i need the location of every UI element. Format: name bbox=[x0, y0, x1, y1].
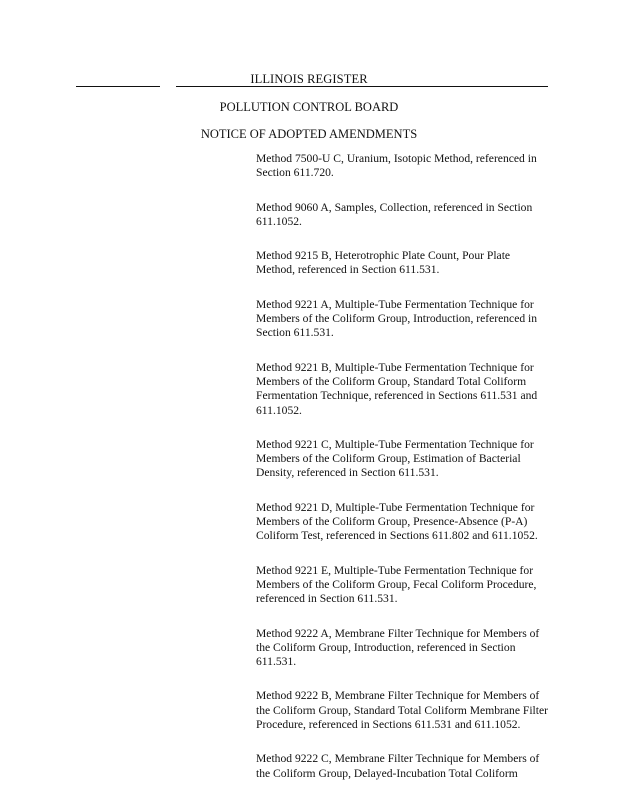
method-entry-2: Method 9060 A, Samples, Collection, referenced in Section 611.1052. bbox=[256, 200, 533, 228]
method-entry-1: Method 7500-U C, Uranium, Isotopic Method, referenced in Section 611.720. bbox=[256, 152, 537, 180]
method-entry-8: Method 9221 E, Multiple-Tube Fermentation Technique for Members of the Coliform Group, Fecal Coliform Procedure, referenced in Section 611.531. bbox=[256, 563, 537, 606]
method-entry-6: Method 9221 C, Multiple-Tube Fermentation Technique for Members of the Coliform Group, Estimation of Bacterial Density, referenced in Section 611.531. bbox=[256, 437, 534, 480]
method-entry-10: Method 9222 B, Membrane Filter Technique for Members of the Coliform Group, Standard Total Coliform Membrane Filter Procedure, referenced in Sections 611.531 and 611.1052. bbox=[256, 689, 548, 732]
header-rule bbox=[76, 86, 548, 87]
register-title: ILLINOIS REGISTER bbox=[250, 72, 368, 86]
header-rule-gap bbox=[160, 86, 176, 87]
method-entry-11: Method 9222 C, Membrane Filter Technique for Members of the Coliform Group, Delayed-Incubation Total Coliform bbox=[256, 752, 540, 780]
method-entry-4: Method 9221 A, Multiple-Tube Fermentation Technique for Members of the Coliform Group, Introduction, referenced in Section 611.531. bbox=[256, 297, 538, 340]
method-entry-9: Method 9222 A, Membrane Filter Technique for Members of the Coliform Group, Introduction, referenced in Section 611.531. bbox=[256, 626, 540, 669]
notice-title: NOTICE OF ADOPTED AMENDMENTS bbox=[200, 127, 418, 141]
method-entry-3: Method 9215 B, Heterotrophic Plate Count, Pour Plate Method, referenced in Section 611.531. bbox=[256, 249, 511, 277]
agency-title: POLLUTION CONTROL BOARD bbox=[219, 100, 399, 114]
method-list bbox=[256, 152, 551, 801]
method-entry-5: Method 9221 B, Multiple-Tube Fermentation Technique for Members of the Coliform Group, Standard Total Coliform Fermentation Technique, referenced in Sections 611.531 and 611.1052. bbox=[256, 360, 538, 417]
method-entry-7: Method 9221 D, Multiple-Tube Fermentation Technique for Members of the Coliform Group, Presence-Absence (P-A) Coliform Test, referenced in Sections 611.802 and 611.1052. bbox=[256, 500, 538, 543]
